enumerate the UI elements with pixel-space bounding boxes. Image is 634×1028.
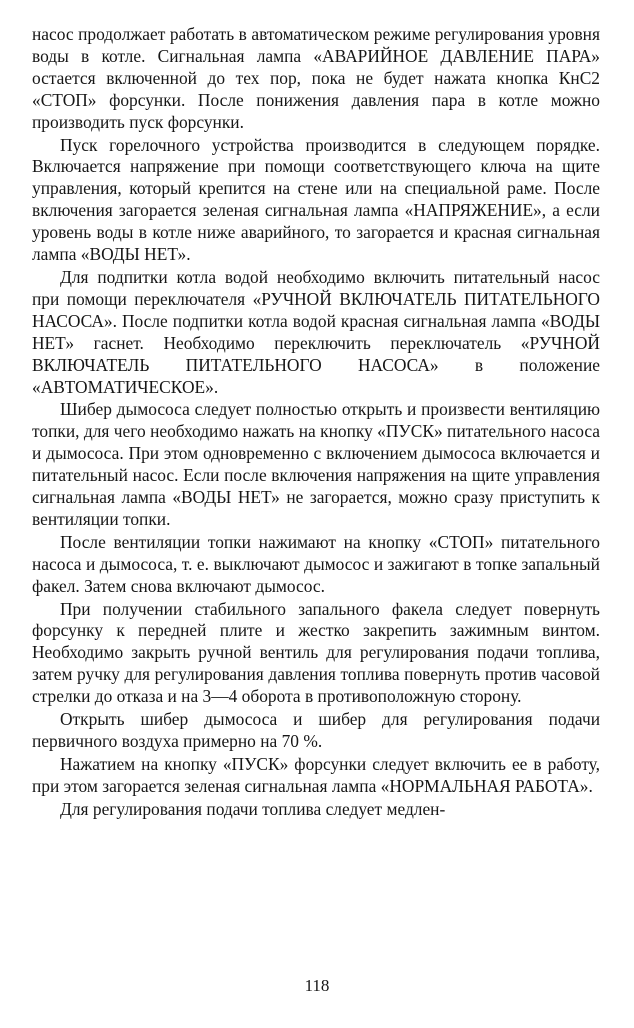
paragraph-9: Для регулирования подачи топлива следует медлен-	[60, 798, 446, 819]
paragraph-3: Для подпитки котла водой необходимо включить питательный насос при помощи переключателя «РУЧНОЙ ВКЛЮЧАТЕЛЬ ПИТАТЕЛЬНОГО НАСОСА». После подпитки котла водой красная сигнальная лампа «ВОДЫ НЕТ» гаснет. Необходимо переключить переключатель «РУЧНОЙ ВКЛЮЧАТЕЛЬ ПИТАТЕЛЬНОГО НАСОСА» в положение «АВТОМАТИЧЕСКОЕ».	[32, 266, 600, 397]
paragraph-7: Открыть шибер дымососа и шибер для регулирования подачи первичного воздуха примерно на 70 %.	[32, 709, 600, 751]
paragraph-2: Пуск горелочного устройства производится в следующем порядке. Включается напряжение при помощи соответствующего ключа на щите управления, который крепится на стене или на специальной раме. После включения загорается зеленая сигнальная лампа «НАПРЯЖЕНИЕ», а если уровень воды в котле ниже аварийного, то загорается и красная сигнальная лампа «ВОДЫ НЕТ».	[32, 134, 600, 265]
page-text-body	[32, 24, 600, 821]
paragraph-8: Нажатием на кнопку «ПУСК» форсунки следует включить ее в работу, при этом загорается зеленая сигнальная лампа «НОРМАЛЬНАЯ РАБОТА».	[32, 753, 600, 796]
paragraph-1: насос продолжает работать в автоматическом режиме регулирования уровня воды в котле. Сигнальная лампа «АВАРИЙНОЕ ДАВЛЕНИЕ ПАРА» остается включенной до тех пор, пока не будет нажата кнопка КнС2 «СТОП» форсунки. После понижения давления пара в котле можно производить пуск форсунки.	[32, 24, 600, 132]
paragraph-5: После вентиляции топки нажимают на кнопку «СТОП» питательного насоса и дымососа, т. е. выключают дымосос и зажигают в топке запальный факел. Затем снова включают дымосос.	[32, 531, 600, 596]
paragraph-6: При получении стабильного запального факела следует повернуть форсунку к передней плите и жестко закрепить зажимным винтом. Необходимо закрыть ручной вентиль для регулирования подачи топлива, затем ручку для регулирования давления топлива повернуть против часовой стрелки до отказа и на 3—4 оборота в противоположную сторону.	[32, 598, 600, 707]
paragraph-4: Шибер дымососа следует полностью открыть и произвести вентиляцию топки, для чего необходимо нажать на кнопку «ПУСК» питательного насоса и дымососа. При этом одновременно с включением дымососа включается и питательный насос. Если после включения напряжения на щите управления сигнальная лампа «ВОДЫ НЕТ» не загорается, можно сразу приступить к вентиляции топки.	[32, 399, 600, 529]
page-number: 118	[304, 976, 330, 995]
